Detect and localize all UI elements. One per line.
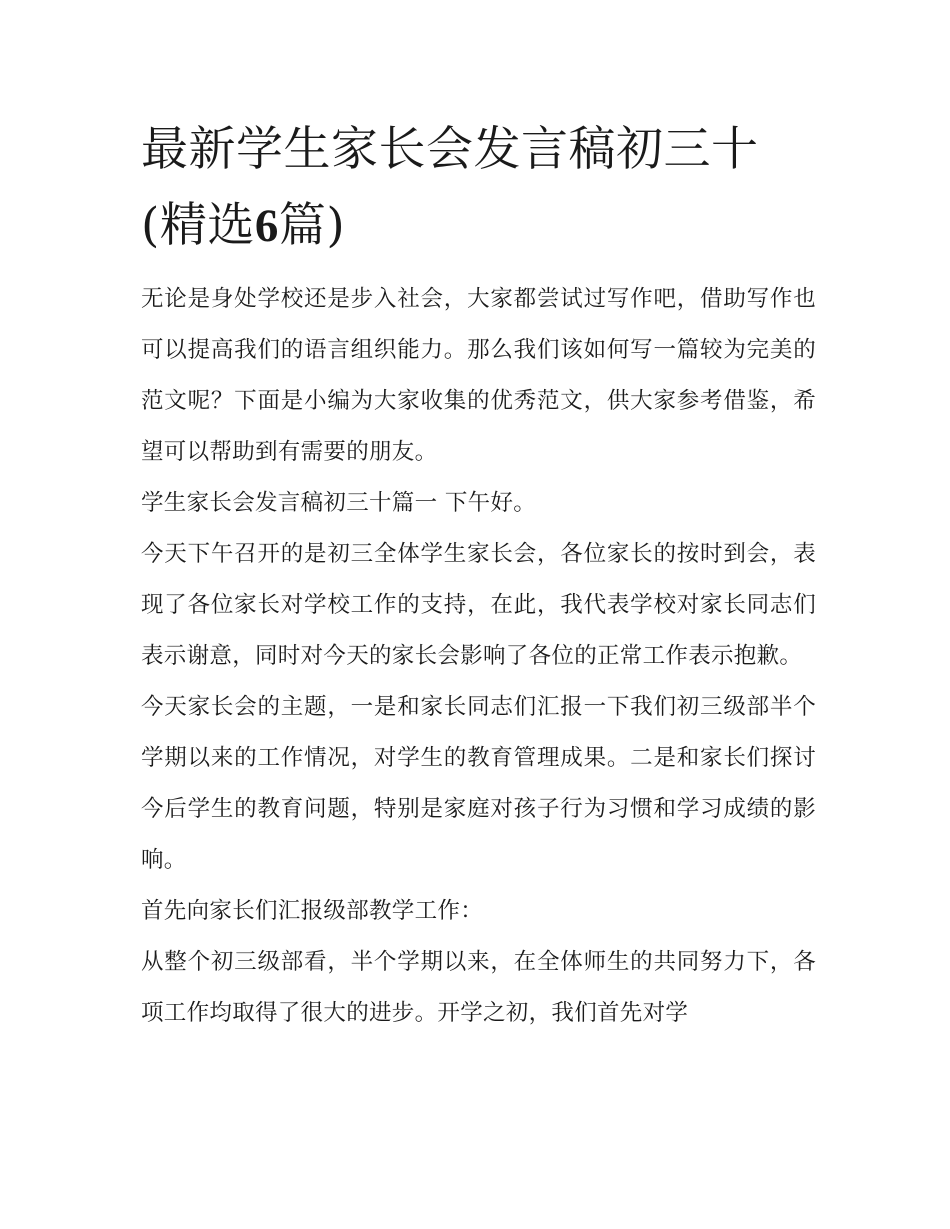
document-body <box>141 274 816 1039</box>
title-line-1: 最新学生家长会发言稿初三十 <box>141 122 759 177</box>
paragraph-welcome: 今天下午召开的是初三全体学生家长会，各位家长的按时到会，表现了各位家长对学校工作的支持，在此，我代表学校对家长同志们表示谢意，同时对今天的家长会影响了各位的正常工作表示抱歉。 <box>141 541 816 669</box>
title-suffix: 篇) <box>278 198 346 253</box>
paragraph-theme: 今天家长会的主题，一是和家长同志们汇报一下我们初三级部半个学期以来的工作情况，对学生的教育管理成果。二是和家长们探讨今后学生的教育问题，特别是家庭对孩子行为习惯和学习成绩的影响。 <box>141 694 816 873</box>
paragraph-progress: 从整个初三级部看，半个学期以来，在全体师生的共同努力下，各项工作均取得了很大的进步。开学之初，我们首先对学 <box>141 949 816 1026</box>
paragraph-section-heading: 学生家长会发言稿初三十篇一 下午好。 <box>141 490 537 516</box>
title-prefix: (精选 <box>141 198 255 253</box>
paragraph-report-intro: 首先向家长们汇报级部教学工作： <box>141 898 484 924</box>
document-title <box>141 112 816 264</box>
title-number: 6 <box>254 200 279 252</box>
paragraph-intro: 无论是身处学校还是步入社会，大家都尝试过写作吧，借助写作也可以提高我们的语言组织能力。那么我们该如何写一篇较为完美的范文呢？下面是小编为大家收集的优秀范文，供大家参考借鉴，希望可以帮助到有需要的朋友。 <box>141 286 816 465</box>
document-page <box>141 112 816 1039</box>
